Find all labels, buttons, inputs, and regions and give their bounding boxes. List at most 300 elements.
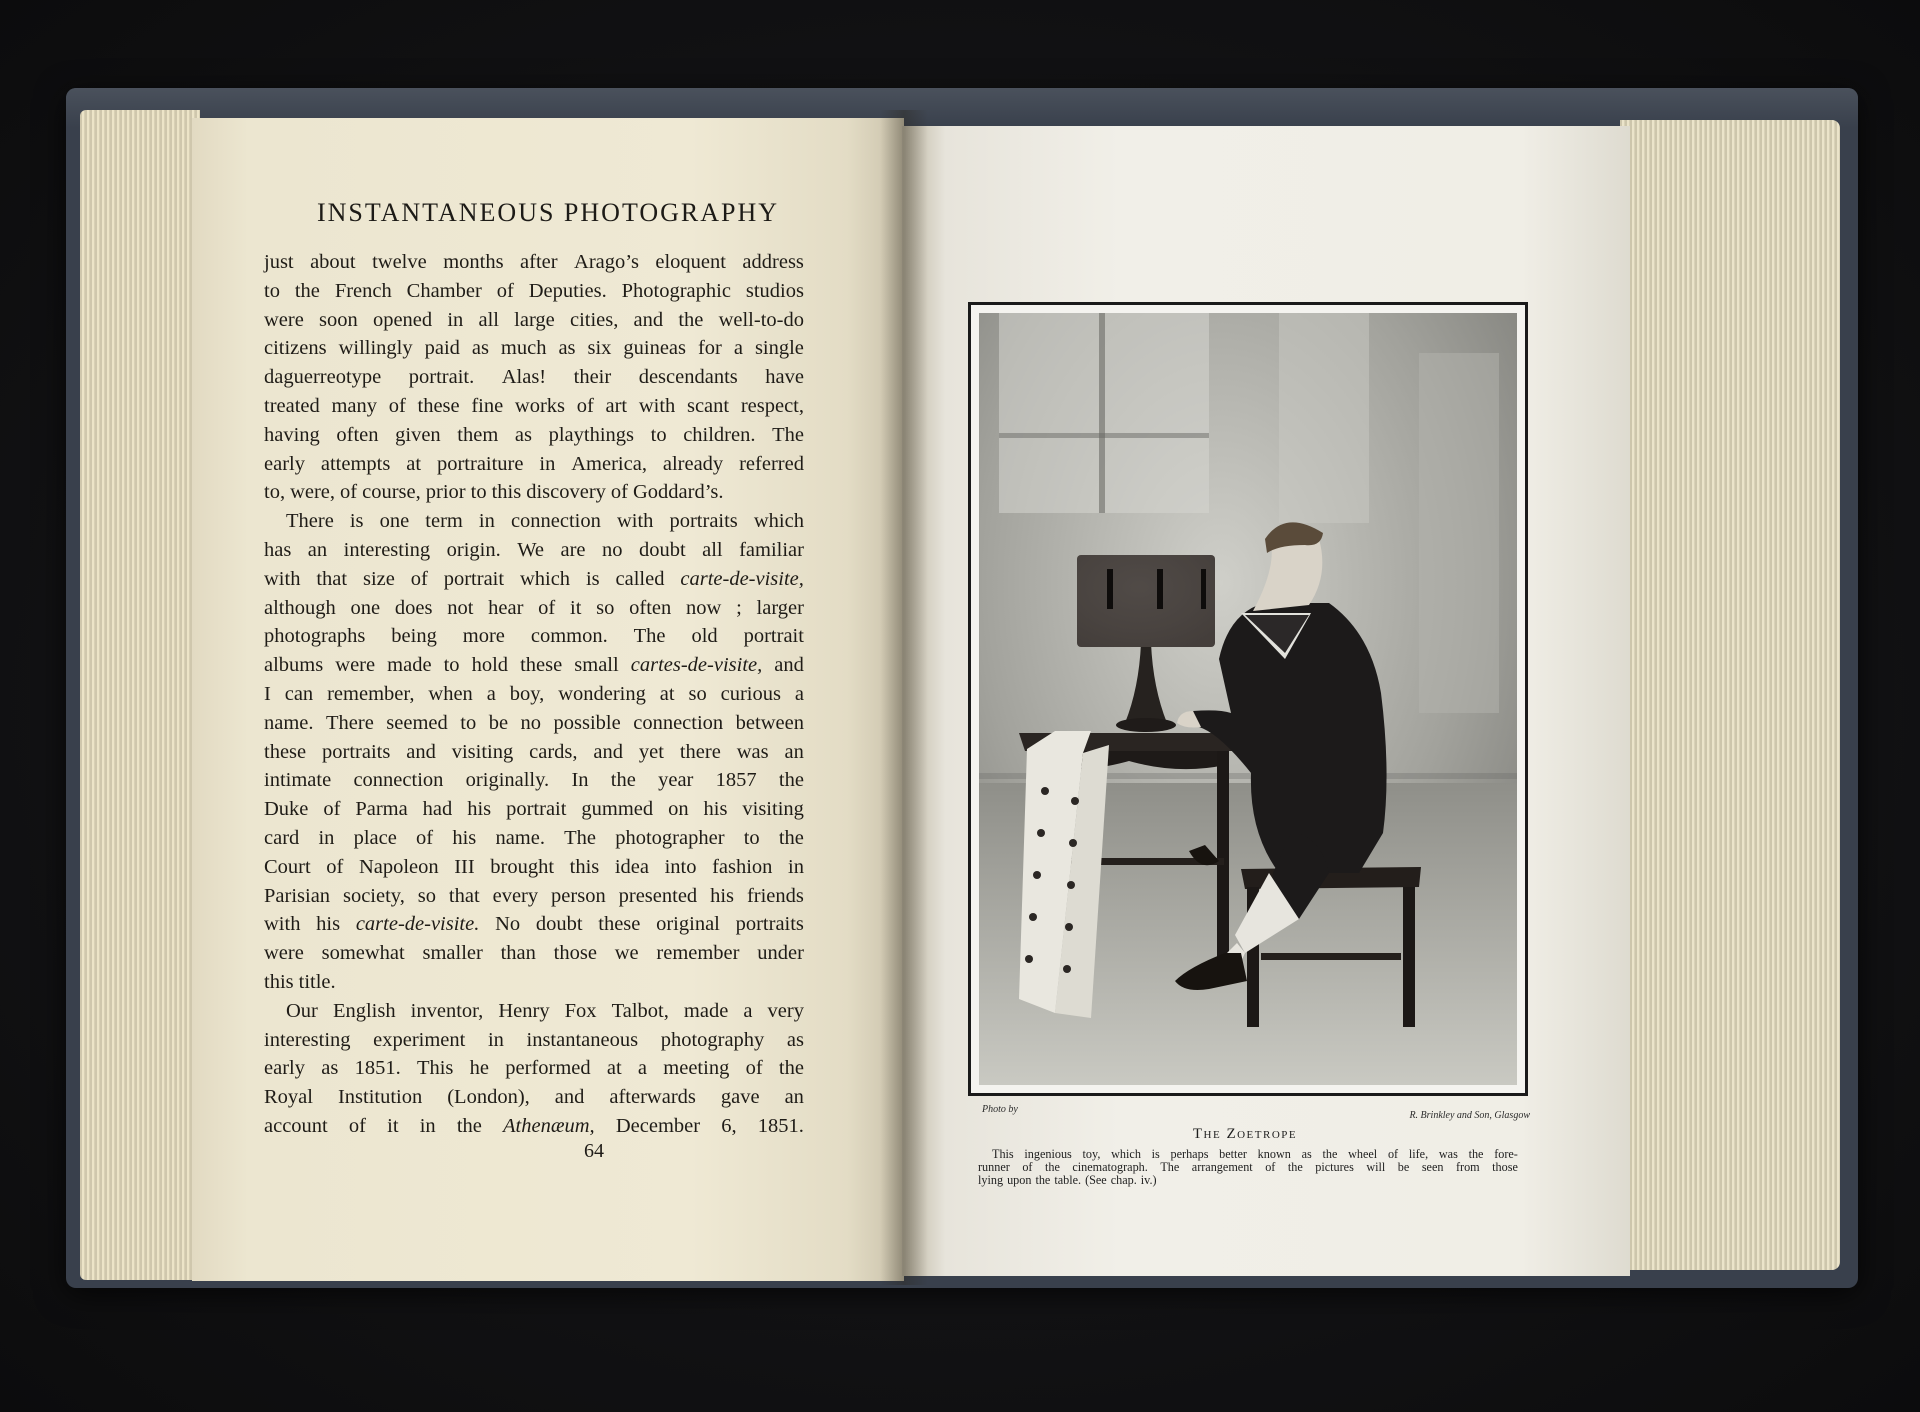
word: Parma — [355, 798, 408, 821]
word: there — [679, 740, 721, 763]
word: in — [487, 1028, 504, 1051]
zoetrope-photograph — [979, 313, 1517, 1085]
word: Napoleon — [358, 855, 439, 878]
word: larger — [756, 596, 804, 619]
word: and — [406, 740, 436, 763]
word: to — [470, 481, 487, 504]
word: one — [350, 596, 381, 619]
word: somewhat — [321, 942, 405, 965]
word: for — [697, 337, 722, 360]
word: at — [406, 452, 422, 475]
word: original — [656, 913, 720, 936]
word: as — [514, 423, 532, 446]
word: We — [517, 538, 545, 561]
word: gummed — [581, 798, 654, 821]
word: citizens — [264, 337, 327, 360]
word: ; — [736, 596, 742, 619]
word: 6, — [721, 1114, 737, 1137]
word: familiar — [739, 538, 804, 561]
text-line — [264, 1112, 804, 1141]
word: an — [784, 740, 804, 763]
word: to — [443, 654, 460, 677]
word: studios — [745, 279, 804, 302]
word: early — [264, 452, 305, 475]
caption-word: fore- — [1494, 1147, 1518, 1161]
caption-word: was — [1438, 1147, 1458, 1161]
word: that — [448, 884, 480, 907]
word: course, — [362, 481, 421, 504]
word: more — [462, 625, 505, 648]
caption-word: those — [1492, 1160, 1518, 1174]
word: at — [606, 1057, 622, 1080]
text-line — [264, 824, 804, 853]
word: a — [743, 999, 753, 1022]
text-line — [264, 968, 804, 997]
word: eloquent — [655, 251, 726, 273]
word: cities, — [569, 308, 619, 331]
word: were — [264, 942, 304, 965]
word: to, — [264, 481, 286, 504]
word: afterwards — [609, 1086, 696, 1109]
word: portrait — [506, 798, 567, 821]
word: were — [335, 654, 376, 677]
word: the — [610, 769, 636, 792]
word: were, — [290, 481, 336, 504]
word: much — [500, 337, 547, 360]
word: in — [318, 826, 335, 849]
word: a — [794, 682, 804, 705]
word: of — [496, 279, 514, 302]
caption-word: of — [1265, 1160, 1276, 1174]
text-line — [264, 680, 804, 709]
page-number: 64 — [584, 1140, 604, 1162]
word: originally. — [465, 769, 550, 792]
word: of — [348, 1114, 366, 1137]
caption-word: the — [1468, 1147, 1484, 1161]
caption-word: be — [1397, 1160, 1410, 1174]
text-line — [264, 334, 804, 363]
word: common. — [530, 625, 608, 648]
word: given — [395, 423, 441, 446]
word: does — [394, 596, 433, 619]
caption-word: life, — [1408, 1147, 1429, 1161]
word: intimate — [264, 769, 332, 792]
caption-word: of — [1022, 1160, 1033, 1174]
word: portrait. — [408, 366, 475, 389]
word: card — [264, 826, 300, 849]
word: Arago’s — [574, 251, 639, 273]
text-line — [264, 421, 804, 450]
word: already — [662, 452, 724, 475]
word: the — [778, 769, 804, 792]
word: interesting — [264, 1028, 351, 1051]
word: term — [425, 510, 463, 533]
caption-word: the — [1287, 1160, 1303, 1174]
word: these — [264, 740, 307, 763]
word: guineas — [623, 337, 687, 360]
caption-word: better — [1219, 1147, 1247, 1161]
photographer-credit: R. Brinkley and Son, Glasgow — [1409, 1110, 1530, 1121]
word: of — [323, 798, 341, 821]
word: referred — [739, 452, 804, 475]
word: which — [519, 567, 571, 590]
text-line — [264, 795, 804, 824]
word: not — [447, 596, 474, 619]
word: every — [492, 884, 539, 907]
word: address — [742, 251, 804, 273]
text-line — [264, 882, 804, 911]
word: have — [765, 366, 804, 389]
word: (London), — [447, 1086, 530, 1109]
word: inventor, — [410, 999, 484, 1022]
text-line — [264, 997, 804, 1026]
word: them — [457, 423, 499, 446]
word: just — [264, 251, 294, 273]
word: of — [388, 394, 406, 417]
word: In — [571, 769, 589, 792]
text-line — [264, 536, 804, 565]
word: photographs — [264, 625, 366, 648]
word: the — [456, 1114, 482, 1137]
word: Goddard’s. — [632, 481, 724, 504]
text-line — [264, 1083, 804, 1112]
word: the — [678, 308, 704, 331]
word: instantaneous — [526, 1028, 639, 1051]
caption-word: wheel — [1348, 1147, 1378, 1161]
word: months — [443, 251, 504, 273]
right-page-edges — [1620, 120, 1840, 1270]
word: gave — [720, 1086, 760, 1109]
word: portraits — [669, 510, 738, 533]
word: daguerreotype — [264, 366, 382, 389]
word: with — [638, 394, 676, 417]
caption-word: seen — [1421, 1160, 1444, 1174]
word: smaller — [422, 942, 483, 965]
word: his — [316, 913, 341, 936]
word: size — [362, 567, 395, 590]
word: III — [454, 855, 475, 878]
word: portraits — [322, 740, 391, 763]
caption-word: perhaps — [1170, 1147, 1209, 1161]
caption-word: pictures — [1315, 1160, 1354, 1174]
word: possible — [553, 711, 621, 734]
word: this — [569, 855, 600, 878]
word: connection — [353, 769, 444, 792]
word: often — [629, 596, 672, 619]
text-line — [264, 1054, 804, 1083]
word: name. — [264, 711, 314, 734]
text-line — [264, 651, 804, 680]
caption-word: table. — [1054, 1173, 1082, 1187]
word: no — [601, 538, 623, 561]
text-line — [264, 450, 804, 479]
caption-word: toy, — [1082, 1147, 1101, 1161]
word: works — [514, 394, 566, 417]
word: well-to-do — [718, 308, 804, 331]
text-line — [264, 853, 804, 882]
word: after — [520, 251, 558, 273]
caption-word: iv.) — [1140, 1173, 1157, 1187]
text-line — [264, 507, 804, 536]
word: their — [573, 366, 612, 389]
caption-word: the — [1322, 1147, 1338, 1161]
running-head: INSTANTANEOUS PHOTOGRAPHY — [316, 198, 780, 227]
word: society, — [342, 884, 405, 907]
word: small — [574, 654, 619, 677]
word: as — [558, 337, 576, 360]
left-page — [192, 118, 904, 1281]
word: often — [336, 423, 379, 446]
word: that — [316, 567, 348, 590]
word: hear — [488, 596, 524, 619]
word: prior — [425, 481, 466, 504]
word: title. — [298, 970, 336, 993]
word: Royal — [264, 1086, 313, 1109]
word: descendants — [638, 366, 738, 389]
word: so — [688, 682, 707, 705]
word: this — [264, 970, 294, 993]
word: one — [379, 510, 410, 533]
word: in — [447, 308, 464, 331]
word: place — [353, 826, 397, 849]
word: origin. — [446, 538, 501, 561]
word: attempts — [320, 452, 391, 475]
word: Duke — [264, 798, 309, 821]
word: in — [419, 1114, 436, 1137]
word: presented — [618, 884, 698, 907]
word: English — [332, 999, 396, 1022]
word: Henry — [498, 999, 550, 1022]
word: at — [659, 682, 675, 705]
word: Alas! — [501, 366, 547, 389]
word: although — [264, 596, 336, 619]
word: performed — [505, 1057, 591, 1080]
word: friends — [746, 884, 804, 907]
word: cartes-de-visite, — [630, 654, 763, 677]
word: so — [417, 884, 436, 907]
word: these — [598, 913, 641, 936]
word: curious — [720, 682, 781, 705]
text-line — [264, 478, 804, 507]
word: fine — [471, 394, 504, 417]
word: twelve — [372, 251, 427, 273]
word: of — [410, 567, 428, 590]
caption-word: This — [992, 1147, 1014, 1161]
word: to — [743, 826, 760, 849]
word: his — [710, 884, 735, 907]
caption-word: of — [1387, 1147, 1399, 1161]
right-page — [902, 126, 1630, 1276]
word: of — [416, 826, 434, 849]
word: and — [554, 1086, 585, 1109]
word: Talbot, — [611, 999, 669, 1022]
photo-plate-frame — [968, 302, 1528, 1096]
text-line — [264, 565, 804, 594]
word: experiment — [373, 1028, 466, 1051]
word: on — [668, 798, 689, 821]
word: be — [488, 711, 509, 734]
word: his — [703, 798, 728, 821]
caption-word: from — [1455, 1160, 1480, 1174]
word: a — [637, 1057, 648, 1080]
word: doubt — [535, 913, 583, 936]
word: wondering — [558, 682, 646, 705]
word: seemed — [386, 711, 448, 734]
caption-word: runner — [978, 1160, 1010, 1174]
word: the — [294, 279, 320, 302]
word: America, — [571, 452, 647, 475]
word: these — [417, 394, 460, 417]
word: had — [422, 798, 453, 821]
word: of — [610, 481, 628, 504]
text-line — [264, 738, 804, 767]
word: now — [686, 596, 722, 619]
caption-word: ingenious — [1024, 1147, 1072, 1161]
caption-word: known — [1257, 1147, 1291, 1161]
word: French — [334, 279, 392, 302]
word: having — [264, 423, 320, 446]
word: we — [614, 942, 639, 965]
word: idea — [614, 855, 649, 878]
word: portraits — [735, 913, 804, 936]
word: into — [664, 855, 697, 878]
word: hold — [471, 654, 509, 677]
word: called — [615, 567, 665, 590]
word: This — [416, 1057, 454, 1080]
word: Chamber — [406, 279, 482, 302]
left-page-edges — [80, 110, 200, 1280]
word: connection — [510, 510, 601, 533]
caption-line — [978, 1174, 1518, 1187]
word: No — [495, 913, 521, 936]
word: made — [387, 654, 432, 677]
word: of — [576, 394, 594, 417]
word: albums — [264, 654, 324, 677]
word: as — [786, 1028, 804, 1051]
book-gutter-shadow — [880, 110, 928, 1285]
word: as — [471, 337, 489, 360]
word: yet — [638, 740, 664, 763]
plate-caption — [978, 1148, 1518, 1187]
word: is — [585, 567, 600, 590]
word: respect, — [740, 394, 804, 417]
text-line — [264, 392, 804, 421]
word: many — [331, 394, 378, 417]
word: and — [633, 308, 664, 331]
text-line — [264, 363, 804, 392]
text-line — [264, 910, 804, 939]
word: carte-de-visite, — [680, 567, 804, 590]
word: the — [778, 826, 804, 849]
word: is — [349, 510, 364, 533]
text-line — [264, 306, 804, 335]
page-body-text — [264, 248, 804, 1141]
word: are — [560, 538, 586, 561]
word: and — [593, 740, 624, 763]
word: with — [616, 510, 654, 533]
plate-title: The Zoetrope — [1192, 1126, 1298, 1142]
photo-credit-label: Photo by — [982, 1104, 1018, 1115]
word: he — [469, 1057, 489, 1080]
word: The — [633, 625, 666, 648]
word: so — [596, 596, 615, 619]
word: no — [520, 711, 542, 734]
word: Deputies. — [528, 279, 607, 302]
caption-word: will — [1366, 1160, 1386, 1174]
word: Institution — [337, 1086, 423, 1109]
word: this — [491, 481, 522, 504]
word: visiting — [451, 740, 514, 763]
word: cards, — [529, 740, 578, 763]
word: was — [736, 740, 769, 763]
word: doubt — [638, 538, 686, 561]
word: between — [735, 711, 804, 734]
word: under — [757, 942, 804, 965]
caption-word: the — [1044, 1160, 1060, 1174]
word: to — [650, 423, 667, 446]
word: interesting — [343, 538, 431, 561]
word: remember, — [327, 682, 415, 705]
word: brought — [490, 855, 555, 878]
word: it — [570, 596, 582, 619]
word: Athenæum, — [503, 1114, 595, 1137]
word: to — [264, 279, 280, 302]
caption-word: which — [1111, 1147, 1141, 1161]
word: Our — [286, 999, 318, 1022]
text-line — [264, 939, 804, 968]
caption-word: lying — [978, 1173, 1004, 1187]
word: about — [310, 251, 356, 273]
text-line — [264, 709, 804, 738]
word: and — [774, 654, 804, 677]
word: which — [753, 510, 804, 533]
word: treated — [264, 394, 320, 417]
word: photographer — [615, 826, 725, 849]
word: The — [564, 826, 597, 849]
word: of — [326, 855, 344, 878]
caption-word: cinematograph. — [1072, 1160, 1148, 1174]
word: six — [587, 337, 612, 360]
word: The — [772, 423, 804, 446]
word: all — [702, 538, 723, 561]
word: 1851. — [354, 1057, 401, 1080]
word: playthings — [548, 423, 635, 446]
text-line — [264, 622, 804, 651]
word: remember — [656, 942, 740, 965]
word: name. — [495, 826, 545, 849]
word: I — [264, 682, 271, 705]
word: single — [754, 337, 804, 360]
caption-word: as — [1301, 1147, 1312, 1161]
word: his — [452, 826, 477, 849]
word: willingly — [338, 337, 413, 360]
text-line — [264, 1026, 804, 1055]
word: Parisian — [264, 884, 331, 907]
word: being — [391, 625, 437, 648]
word: the — [778, 1057, 804, 1080]
word: in — [539, 452, 556, 475]
zoetrope-photo-illustration — [979, 313, 1517, 1085]
word: scant — [686, 394, 730, 417]
caption-word: upon — [1007, 1173, 1032, 1187]
word: There — [326, 711, 374, 734]
word: fashion — [712, 855, 773, 878]
word: in — [788, 855, 804, 878]
word: photography — [660, 1028, 765, 1051]
word: can — [284, 682, 314, 705]
word: account — [264, 1114, 328, 1137]
word: as — [321, 1057, 339, 1080]
